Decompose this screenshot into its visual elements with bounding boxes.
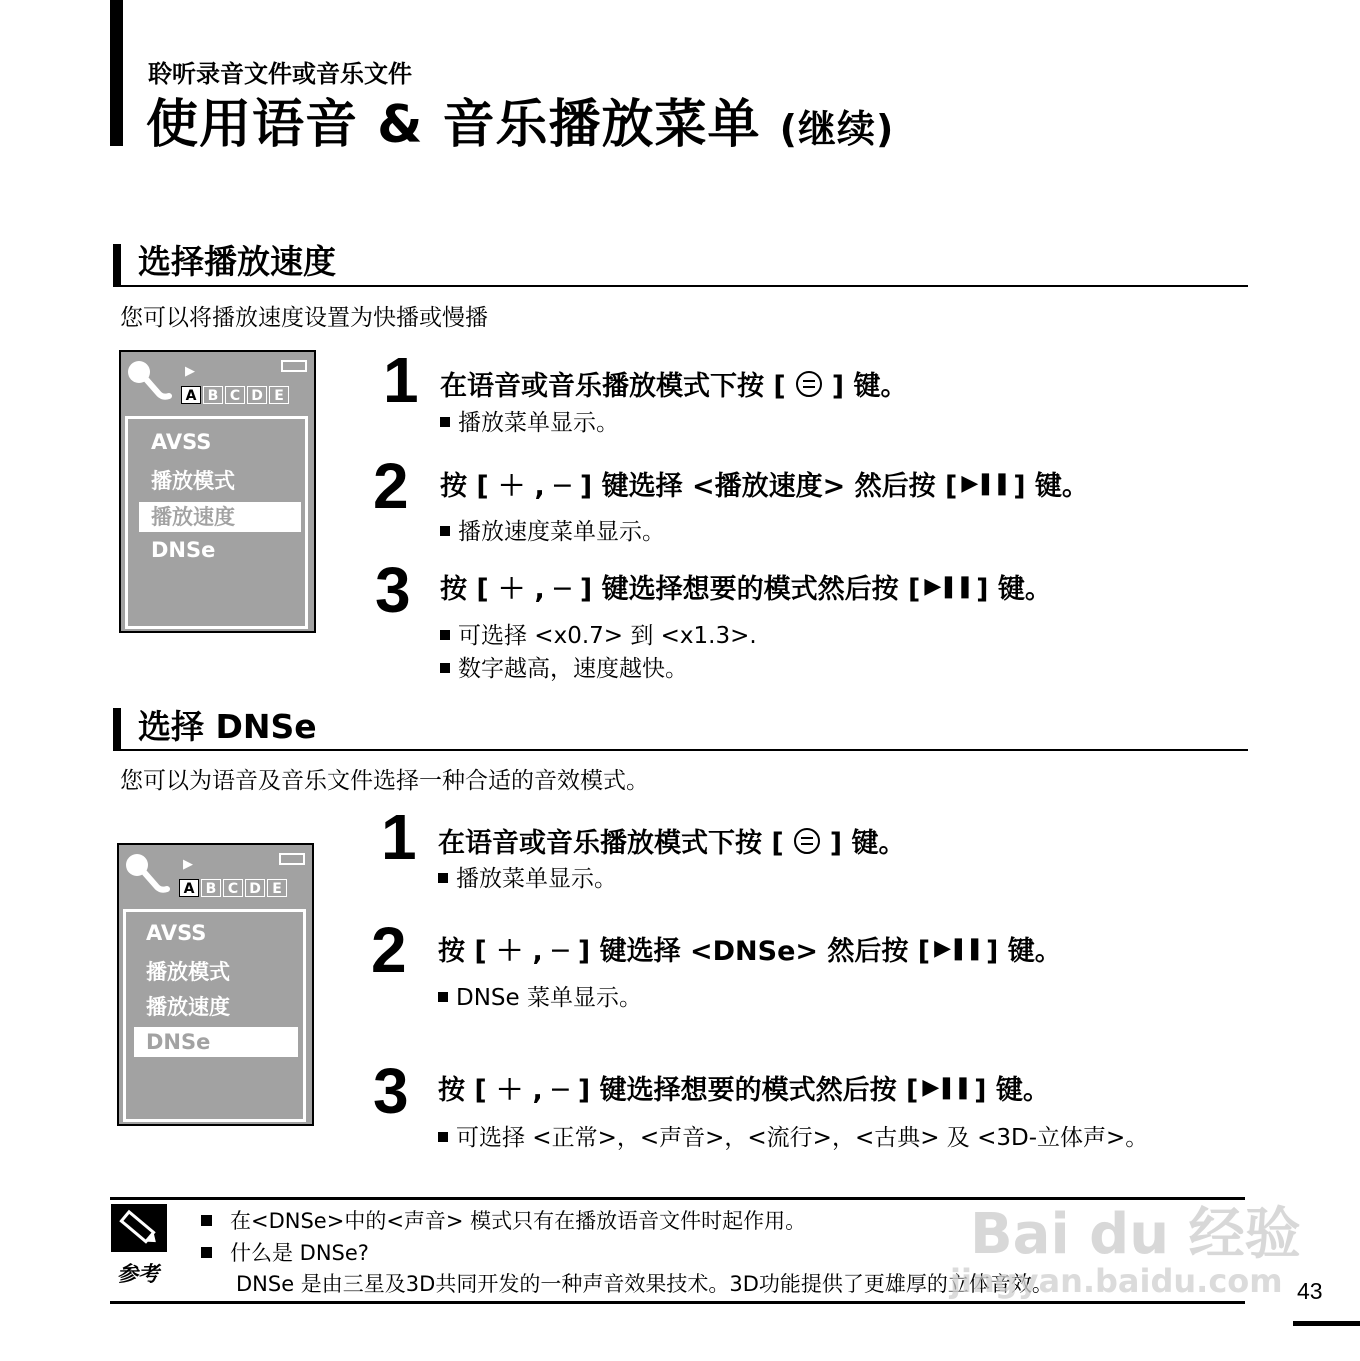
- device-screen-speed: [119, 350, 316, 633]
- battery-icon: [279, 853, 305, 865]
- s2-step2-pre: 按 [ ＋ , ─ ] 键选择 <DNSe> 然后按 [: [438, 936, 931, 967]
- letter-c: C: [223, 879, 243, 897]
- s2-step2-number: 2: [371, 914, 407, 986]
- s1-step2-number: 2: [373, 450, 409, 522]
- section1-marker: [113, 244, 121, 286]
- s1-step3-text: [440, 567, 1052, 606]
- play-pause-icon: ▶❚❚: [924, 574, 973, 599]
- play-indicator-icon: ▶: [183, 857, 193, 872]
- s2-step1-number: 1: [381, 801, 417, 873]
- s1-step3-pre: 按 [ ＋ , ─ ] 键选择想要的模式然后按 [: [440, 574, 921, 605]
- letter-e: E: [267, 879, 287, 897]
- screen-letters: [181, 386, 289, 404]
- s1-step3-bullet-2: 数字越高，速度越快。: [440, 650, 688, 683]
- s1-step2-bullet: 播放速度菜单显示。: [440, 513, 665, 546]
- menu-key-icon: [794, 828, 820, 854]
- page-number: 43: [1297, 1278, 1323, 1304]
- menu-item-play-mode: 播放模式: [151, 469, 235, 493]
- s1-step1-number: 1: [383, 344, 419, 416]
- page-title: [146, 82, 894, 157]
- s2-step1-pre: 在语音或音乐播放模式下按 [: [438, 828, 784, 859]
- section1-rule: [113, 285, 1248, 287]
- section2-description: 您可以为语音及音乐文件选择一种合适的音效模式。: [120, 768, 649, 794]
- menu-item-avss: AVSS: [146, 921, 207, 945]
- letter-a: A: [181, 386, 201, 404]
- play-pause-icon: ▶❚❚: [922, 1075, 971, 1100]
- letter-e: E: [269, 386, 289, 404]
- note-label: 参考: [117, 1262, 159, 1286]
- letter-b: B: [203, 386, 223, 404]
- s1-step3-post: ] 键。: [976, 574, 1052, 605]
- menu-item-dnse: DNSe: [151, 538, 216, 562]
- s1-step3-number: 3: [375, 554, 411, 626]
- s2-step3-pre: 按 [ ＋ , ─ ] 键选择想要的模式然后按 [: [438, 1075, 919, 1106]
- letter-c: C: [225, 386, 245, 404]
- device-screen-dnse: [117, 843, 314, 1126]
- header-bar: [110, 0, 123, 146]
- page-title-suffix: (继续): [779, 107, 895, 151]
- section2-title: 选择 DNSe: [138, 707, 317, 746]
- play-pause-icon: ▶❚❚: [961, 471, 1010, 496]
- menu-item-avss: AVSS: [151, 430, 212, 454]
- microphone-icon: [123, 851, 173, 901]
- section2-rule: [113, 749, 1248, 751]
- page-number-rule: [1293, 1321, 1360, 1326]
- s2-step1-post: ] 键。: [829, 828, 906, 859]
- letter-d: D: [247, 386, 267, 404]
- microphone-icon: [125, 358, 175, 408]
- s2-step2-bullet: DNSe 菜单显示。: [438, 979, 642, 1012]
- play-indicator-icon: ▶: [185, 364, 195, 379]
- s2-step3-bullet: 可选择 <正常>，<声音>，<流行>，<古典> 及 <3D-立体声>。: [438, 1119, 1148, 1152]
- letter-a: A: [179, 879, 199, 897]
- note-detail: DNSe 是由三星及3D共同开发的一种声音效果技术。3D功能提供了更雄厚的立体音效。: [236, 1272, 1053, 1296]
- s1-step2-pre: 按 [ ＋ , ─ ] 键选择 <播放速度> 然后按 [: [440, 471, 958, 502]
- menu-item-play-speed: 播放速度: [146, 995, 230, 1019]
- letter-d: D: [245, 879, 265, 897]
- note-line-1: 在<DNSe>中的<声音> 模式只有在播放语音文件时起作用。: [201, 1205, 806, 1235]
- s1-step2-post: ] 键。: [1013, 471, 1089, 502]
- watermark-brand: Bai du 经验: [970, 1202, 1301, 1267]
- section2-marker: [113, 708, 121, 750]
- page-title-main: 使用语音 & 音乐播放菜单: [146, 95, 761, 155]
- page-subtitle: 聆听录音文件或音乐文件: [148, 60, 412, 88]
- letter-b: B: [201, 879, 221, 897]
- s2-step1-text: [438, 821, 906, 860]
- s2-step3-number: 3: [373, 1055, 409, 1127]
- section1-description: 您可以将播放速度设置为快播或慢播: [120, 305, 488, 331]
- play-pause-icon: ▶❚❚: [934, 936, 982, 961]
- note-pencil-icon: [111, 1204, 167, 1252]
- s1-step1-pre: 在语音或音乐播放模式下按 [: [440, 371, 786, 402]
- s1-step3-bullet-1: 可选择 <x0.7> 到 <x1.3>.: [440, 617, 757, 650]
- screen-letters: [179, 879, 287, 897]
- s2-step2-post: ] 键。: [985, 936, 1062, 967]
- s1-step1-bullet: 播放菜单显示。: [440, 404, 619, 437]
- s2-step2-text: [438, 929, 1062, 968]
- battery-icon: [281, 360, 307, 372]
- menu-item-play-speed: 播放速度: [139, 502, 301, 532]
- watermark-url: jingyan.baidu.com: [950, 1262, 1283, 1300]
- s1-step1-post: ] 键。: [831, 371, 908, 402]
- menu-item-play-mode: 播放模式: [146, 960, 230, 984]
- s1-step1-text: [440, 364, 908, 403]
- menu-item-dnse: DNSe: [134, 1027, 298, 1057]
- s1-step2-text: [440, 464, 1089, 503]
- note-line-2: 什么是 DNSe?: [201, 1237, 369, 1267]
- s2-step3-post: ] 键。: [974, 1075, 1050, 1106]
- note-bottom-rule: [110, 1301, 1245, 1304]
- s2-step1-bullet: 播放菜单显示。: [438, 860, 617, 893]
- menu-key-icon: [796, 371, 822, 397]
- s2-step3-text: [438, 1068, 1050, 1107]
- section1-title: 选择播放速度: [138, 242, 336, 281]
